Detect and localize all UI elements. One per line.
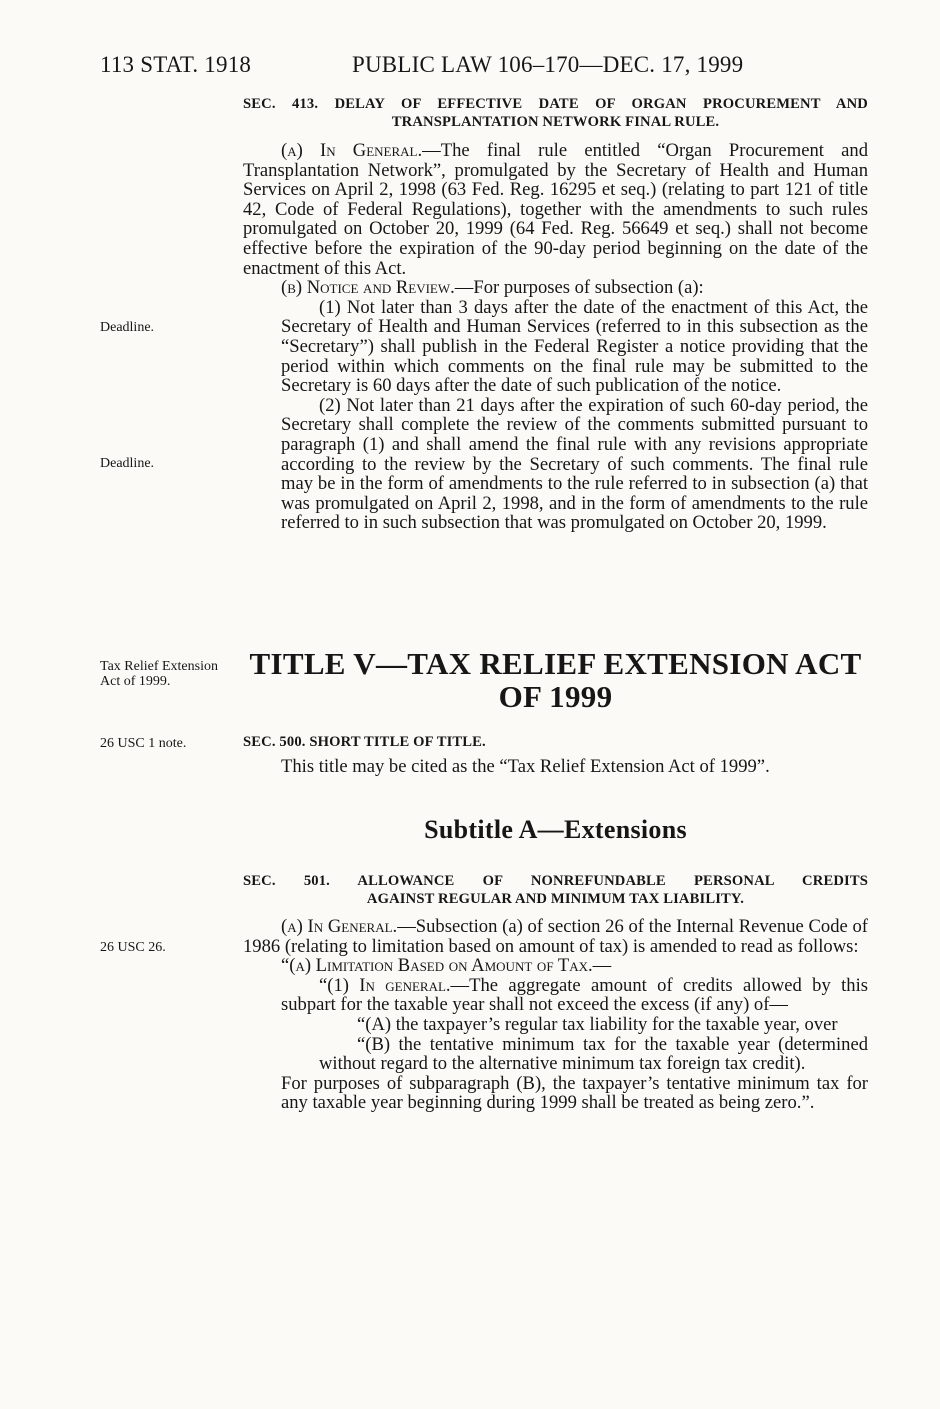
quoted-subsection-a: “(a) Limitation Based on Amount of Tax.— (281, 955, 612, 977)
margin-note-deadline-1: Deadline. (100, 320, 155, 335)
section-501-body (243, 917, 868, 1113)
paragraph-2: (2) Not later than 21 days after the expiration of such 60-day period, the Secretary shall complete the review of the comments submitted pursuant to paragraph (1) and shall amend the final rule with any revisions appropriate according to the review by the Secretary of such comments. The final rule may be in the form of amendments to the rule referred to in subsection (a) that was promulgated on April 2, 1998, and in the form of amendments to the rule referred to in such subsection that was promulgated on October 20, 1999. (281, 394, 868, 534)
section-500-text: This title may be cited as the “Tax Relief Extension Act of 1999”. (281, 756, 770, 777)
subsection-b: (b) Notice and Review.—For purposes of subsection (a): (281, 277, 704, 299)
paragraph-1: (1) Not later than 3 days after the date of the enactment of this Act, the Secretary of Health and Human Services (referred to in this subsection as the “Secretary”) shall publish in the Federal Register a notice providing that the period within which comments on the final rule may be submitted to the Secretary is 60 days after the date of such publication of the notice. (281, 296, 868, 397)
margin-note-tax-relief: Tax Relief Extension Act of 1999. (100, 659, 218, 689)
quoted-subparagraph-a: “(A) the taxpayer’s regular tax liability for the taxable year, over (357, 1013, 838, 1035)
page-citation: 113 STAT. 1918 (100, 52, 252, 77)
margin-note-deadline-2: Deadline. (100, 456, 155, 471)
section-501 (243, 872, 868, 908)
running-head: PUBLIC LAW 106–170—DEC. 17, 1999 (352, 52, 744, 77)
quoted-subparagraph-b: “(B) the tentative minimum tax for the taxable year (determined without regard to the alternative minimum tax foreign tax credit). (319, 1033, 868, 1075)
section-500 (243, 733, 868, 777)
section-413-body (243, 141, 868, 533)
subsection-a: (a) In General.—The final rule entitled “Organ Procurement and Transplantation Network”, promulgated by the Secretary of Health and Human Services on April 2, 1998 (63 Fed. Reg. 16295 et seq.) (relating to part 121 of title 42, Code of Federal Regulations), together with the amendments to such rules promulgated on October 20, 1999 (64 Fed. Reg. 56649 et seq.) shall not become effective before the expiration of the 90-day period beginning on the date of the enactment of this Act. (243, 140, 868, 279)
section-500-heading: SEC. 500. SHORT TITLE OF TITLE. (243, 734, 486, 750)
section-501-subsection-a: (a) In General.—Subsection (a) of section 26 of the Internal Revenue Code of 1986 (relating to limitation based on amount of tax) is amended to read as follows: (243, 916, 868, 957)
margin-note-usc-1-note: 26 USC 1 note. (100, 736, 187, 751)
margin-note-usc-26: 26 USC 26. (100, 940, 166, 955)
section-501-heading: SEC. 501. ALLOWANCE OF NONREFUNDABLE PERSONAL CREDITS AGAINST REGULAR AND MINIMUM TAX LIABILITY. (243, 873, 868, 907)
subtitle-a-heading: Subtitle A—Extensions (424, 815, 687, 844)
closing-flush-text: For purposes of subparagraph (B), the taxpayer’s tentative minimum tax for any taxable year beginning during 1999 shall be treated as being zero.”. (281, 1072, 868, 1114)
section-413-heading: SEC. 413. DELAY OF EFFECTIVE DATE OF ORGAN PROCUREMENT AND TRANSPLANTATION NETWORK FINAL RULE. (243, 96, 868, 130)
quoted-paragraph-1: “(1) In general.—The aggregate amount of credits allowed by this subpart for the taxable year shall not exceed the excess (if any) of— (281, 974, 868, 1016)
title-v-heading: TITLE V—TAX RELIEF EXTENSION ACT OF 1999 (249, 646, 862, 714)
section-413 (243, 95, 868, 131)
